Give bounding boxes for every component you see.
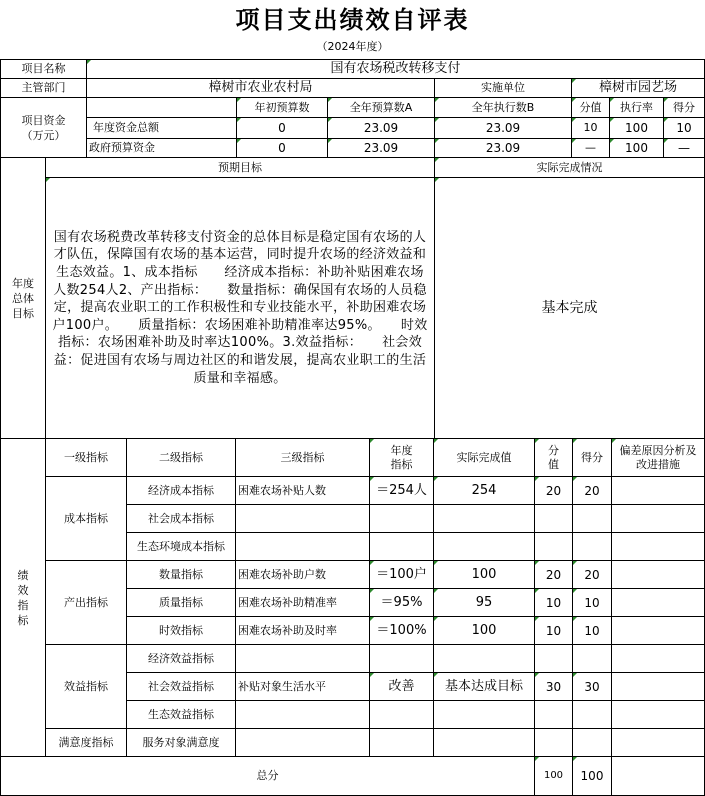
header-actual: 实际完成值	[456, 450, 512, 464]
cell-marker	[370, 617, 374, 621]
funds-row-rate: 100	[625, 121, 648, 135]
funds-row-score: —	[678, 141, 690, 155]
funds-header-initial: 年初预算数	[254, 100, 310, 114]
expected-goals-header: 预期目标	[218, 160, 262, 174]
cell-marker	[435, 158, 439, 162]
cell-marker	[572, 139, 576, 143]
annual-goals-label: 年度总体目标	[12, 276, 34, 320]
funds-row-rate: 100	[625, 141, 648, 155]
header-score: 得分	[581, 450, 603, 464]
score-value-cell: 10	[545, 595, 562, 610]
cell-marker	[370, 439, 374, 443]
cell-marker	[664, 139, 668, 143]
target-cell	[370, 729, 433, 756]
funds-row-name: 年度资金总额	[93, 121, 159, 134]
cell-marker	[237, 118, 241, 122]
target-cell	[370, 505, 433, 532]
cell-marker	[435, 139, 439, 143]
actual-cell	[434, 701, 534, 728]
cell-marker	[572, 79, 576, 83]
impl-unit-value: 樟树市园艺场	[598, 80, 677, 95]
dept-value: 樟树市农业农村局	[208, 80, 313, 95]
cell-marker	[237, 139, 241, 143]
score-value-cell: 20	[545, 567, 562, 582]
header-score-value: 分值	[548, 443, 559, 471]
score-cell	[573, 533, 611, 560]
level2-cell: 服务对象满意度	[142, 735, 220, 749]
actual-cell: 254	[471, 482, 497, 498]
actual-cell: 基本达成目标	[444, 678, 523, 694]
cell-marker	[328, 118, 332, 122]
cell-marker	[573, 477, 577, 481]
header-target: 年度指标	[390, 443, 413, 471]
expected-goals-text: 国有农场税费改革转移支付资金的总体目标是稳定国有农场的人才队伍，保障国有农场的基本运营，同时提升农场的经济效益和生态效益。1、成本指标 经济成本指标：补助补贴困难农场人数254人2、产出指标： 数量指标：确保国有农场的人员稳定，提高农业职工的工作积极性和专业技能水平，补助困难农场户100户。 质量指标：农场困难补助精准率达95%。 时效指标：农场困难补助及时率达100%。3.效益指标： 社会效益：促进国有农场与周边社区的和谐发展，提高农业职工的生活质量和幸福感。	[52, 229, 428, 386]
cell-marker	[664, 98, 668, 102]
score-value-cell: 30	[545, 679, 562, 694]
cell-marker	[573, 673, 577, 677]
header-reason: 偏差原因分析及改进措施	[619, 443, 697, 471]
actual-cell	[434, 645, 534, 672]
total-score-value: 100	[543, 770, 564, 781]
cell-marker	[435, 118, 439, 122]
actual-cell: 95	[475, 594, 493, 610]
actual-cell: 100	[471, 622, 497, 638]
score-value-cell	[535, 505, 572, 532]
cell-marker	[370, 561, 374, 565]
score-cell: 20	[584, 483, 600, 498]
funds-header-score-value: 分值	[579, 100, 602, 114]
cell-marker	[572, 118, 576, 122]
actual-cell	[434, 505, 534, 532]
level1-output: 产出指标	[64, 595, 108, 609]
header-level2: 二级指标	[159, 450, 203, 464]
target-cell: ＝254人	[376, 482, 427, 498]
header-level1: 一级指标	[64, 450, 108, 464]
level1-cost: 成本指标	[64, 511, 108, 525]
level3-cell	[236, 533, 369, 560]
funds-row-executed: 23.09	[485, 121, 521, 135]
performance-label: 绩效指标	[17, 568, 29, 627]
level2-cell: 生态效益指标	[148, 707, 214, 721]
page-title: 项目支出绩效自评表	[235, 6, 470, 34]
actual-cell	[434, 533, 534, 560]
level2-cell: 质量指标	[159, 595, 203, 609]
project-name-label: 项目名称	[21, 62, 66, 75]
actual-cell: 100	[471, 566, 497, 582]
target-cell	[370, 645, 433, 672]
cell-marker	[573, 561, 577, 565]
cell-marker	[664, 118, 668, 122]
reason-cell	[612, 673, 704, 700]
cell-marker	[237, 98, 241, 102]
score-cell: 20	[584, 567, 600, 582]
cell-marker	[535, 673, 539, 677]
cell-marker	[434, 589, 438, 593]
level2-cell: 时效指标	[159, 623, 203, 637]
level3-cell	[236, 505, 369, 532]
funds-row-initial: 0	[278, 141, 286, 155]
cell-marker	[572, 98, 576, 102]
total-reason	[612, 757, 704, 795]
header-level3: 三级指标	[280, 450, 325, 464]
cell-marker	[573, 589, 577, 593]
fiscal-year: （2024年度）	[316, 40, 389, 53]
reason-cell	[612, 505, 704, 532]
score-cell	[573, 729, 611, 756]
target-cell: ＝100户	[376, 566, 427, 582]
score-value-cell: 10	[545, 623, 562, 638]
dept-label: 主管部门	[21, 81, 66, 94]
target-cell: 改善	[388, 678, 415, 694]
cell-marker	[535, 477, 539, 481]
target-cell: ＝95%	[380, 594, 423, 610]
funds-row-score-value: —	[585, 141, 596, 154]
cell-marker	[434, 673, 438, 677]
level2-cell: 生态环境成本指标	[137, 539, 225, 553]
level3-cell	[236, 645, 369, 672]
level3-cell: 补贴对象生活水平	[238, 679, 326, 693]
cell-marker	[434, 439, 438, 443]
cell-marker	[573, 439, 577, 443]
project-name-value: 国有农场税改转移支付	[330, 61, 461, 76]
target-cell	[370, 701, 433, 728]
funds-row-executed: 23.09	[485, 141, 521, 155]
cell-marker	[610, 118, 614, 122]
cell-marker	[435, 178, 439, 182]
cell-marker	[573, 617, 577, 621]
level1-benefit: 效益指标	[64, 679, 108, 693]
level1-satisfaction: 满意度指标	[58, 735, 114, 749]
reason-cell	[612, 477, 704, 504]
cell-marker	[535, 617, 539, 621]
total-label: 总分	[256, 769, 279, 782]
level3-cell: 困难农场补助及时率	[238, 623, 337, 637]
reason-cell	[612, 701, 704, 728]
score-cell	[573, 505, 611, 532]
cell-marker	[328, 139, 332, 143]
funds-header-rate: 执行率	[620, 100, 653, 114]
score-cell: 30	[584, 679, 600, 694]
level2-cell: 社会成本指标	[148, 511, 214, 525]
reason-cell	[612, 561, 704, 588]
actual-completion-text: 基本完成	[541, 300, 598, 316]
funds-header-score: 得分	[673, 100, 695, 114]
level3-cell	[236, 729, 369, 756]
cell-marker	[535, 589, 539, 593]
level3-cell: 困难农场补助精准率	[238, 595, 337, 609]
cell-marker	[328, 98, 332, 102]
cell-marker	[434, 561, 438, 565]
funds-row-initial: 0	[278, 121, 286, 135]
cell-marker	[370, 589, 374, 593]
reason-cell	[612, 533, 704, 560]
score-value-cell: 20	[545, 483, 562, 498]
cell-marker	[87, 60, 91, 64]
funds-row-score: 10	[676, 121, 692, 135]
reason-cell	[612, 589, 704, 616]
cell-marker	[535, 439, 539, 443]
level3-cell	[236, 701, 369, 728]
score-value-cell	[535, 533, 572, 560]
score-cell: 10	[584, 623, 600, 638]
score-cell: 10	[584, 595, 600, 610]
score-value-cell	[535, 645, 572, 672]
cell-marker	[610, 139, 614, 143]
cell-marker	[435, 98, 439, 102]
cell-marker	[535, 561, 539, 565]
funds-header-annual: 全年预算数A	[349, 100, 413, 114]
target-cell	[370, 533, 433, 560]
score-cell	[573, 701, 611, 728]
funds-label: 项目资金（万元）	[21, 113, 66, 142]
impl-unit-label: 实施单位	[481, 81, 525, 94]
funds-row-annual: 23.09	[363, 141, 399, 155]
reason-cell	[612, 617, 704, 644]
cell-marker	[612, 439, 616, 443]
funds-row-name: 政府预算资金	[89, 141, 155, 154]
cell-marker	[573, 757, 577, 761]
cell-marker	[370, 477, 374, 481]
cell-marker	[46, 178, 50, 182]
actual-cell	[434, 729, 534, 756]
level3-cell: 困难农场补贴人数	[238, 483, 326, 497]
cell-marker	[370, 673, 374, 677]
cell-marker	[434, 617, 438, 621]
target-cell: ＝100%	[376, 622, 427, 638]
funds-row-score-value: 10	[583, 121, 598, 134]
funds-row-annual: 23.09	[363, 121, 399, 135]
level2-cell: 经济效益指标	[148, 651, 214, 665]
level3-cell: 困难农场补助户数	[238, 567, 326, 581]
cell-marker	[610, 98, 614, 102]
cell-marker	[434, 477, 438, 481]
actual-completion-header: 实际完成情况	[536, 160, 603, 174]
score-value-cell	[535, 701, 572, 728]
funds-header-executed: 全年执行数B	[471, 100, 535, 114]
reason-cell	[612, 645, 704, 672]
total-score: 100	[580, 769, 604, 783]
reason-cell	[612, 729, 704, 756]
score-value-cell	[535, 729, 572, 756]
level2-cell: 社会效益指标	[148, 679, 214, 693]
level2-cell: 数量指标	[159, 567, 203, 581]
level2-cell: 经济成本指标	[148, 483, 214, 497]
score-cell	[573, 645, 611, 672]
cell-marker	[535, 757, 539, 761]
